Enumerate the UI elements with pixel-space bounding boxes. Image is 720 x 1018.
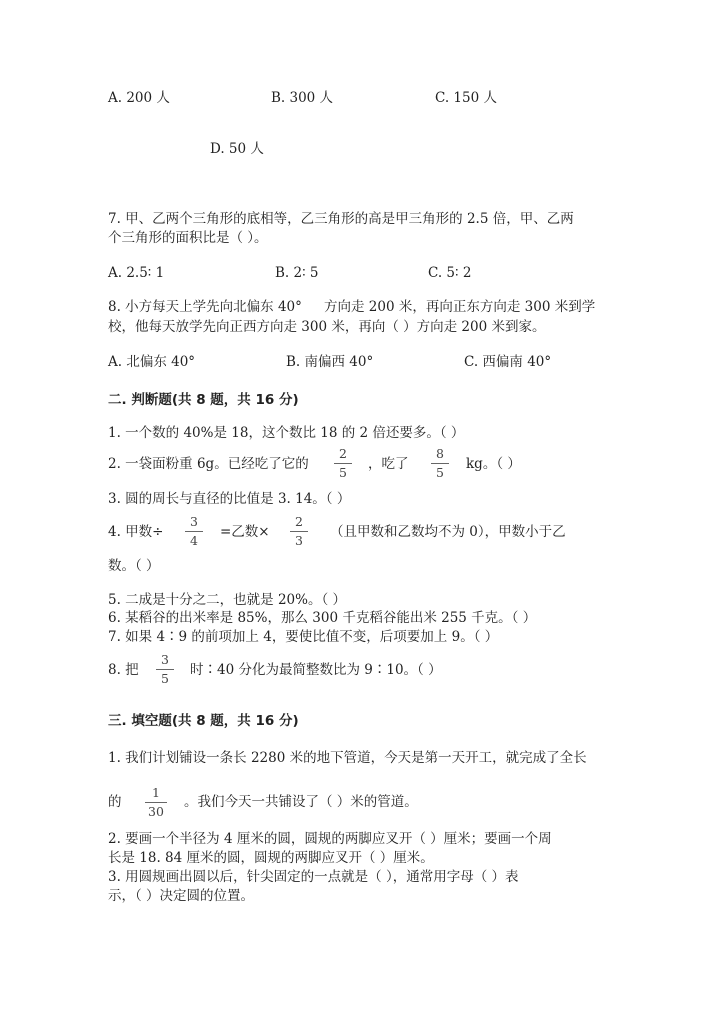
q6-option-d: D. 50 人 (210, 141, 264, 157)
q8-option-a: A. 北偏东 40° (108, 354, 196, 370)
fraction-denominator: 5 (436, 465, 444, 480)
fill-1-fraction (144, 786, 168, 819)
section3-title: 三. 填空题(共 8 题，共 16 分) (108, 713, 299, 729)
fraction-numerator: 2 (339, 446, 347, 461)
judge-2-text-b: ，吃了 (368, 456, 409, 472)
fraction-denominator: 30 (148, 804, 164, 819)
judge-8-text-a: 8. 把 (108, 662, 139, 678)
q8-option-b: B. 南偏西 40° (286, 354, 374, 370)
judge-6: 6. 某稻谷的出米率是 85%，那么 300 千克稻谷能出米 255 千克。（ ） (108, 610, 537, 626)
fraction-bar (290, 531, 308, 532)
q6-option-c: C. 150 人 (435, 90, 497, 106)
judge-4-fraction-2 (289, 515, 309, 548)
fraction-denominator: 3 (295, 533, 303, 548)
q7-text-line2: 个三角形的面积比是（ ）。 (108, 230, 268, 246)
q7-text-line1: 7. 甲、乙两个三角形的底相等，乙三角形的高是甲三角形的 2.5 倍，甲、乙两 (108, 211, 574, 227)
judge-1: 1. 一个数的 40%是 18，这个数比 18 的 2 倍还要多。（ ） (108, 425, 465, 441)
fraction-numerator: 2 (295, 514, 303, 529)
judge-3: 3. 圆的周长与直径的比值是 3. 14。（ ） (108, 491, 351, 507)
q7-option-b: B. 2∶ 5 (275, 265, 319, 281)
fraction-bar (334, 463, 352, 464)
fraction-bar (145, 802, 167, 803)
q8-text-line2: 校，他每天放学先向正西方向走 300 米，再向（ ）方向走 200 米到家。 (108, 319, 546, 335)
fill-3-line1: 3. 用圆规画出圆以后，针尖固定的一点就是（ ），通常用字母（ ）表 (108, 869, 519, 885)
fraction-numerator: 3 (190, 514, 198, 529)
judge-2-fraction-1 (333, 447, 353, 480)
q6-option-b: B. 300 人 (271, 90, 334, 106)
fraction-bar (156, 669, 174, 670)
judge-4-text-b: =乙数× (220, 524, 270, 540)
judge-4-fraction-1 (184, 515, 204, 548)
section2-title: 二. 判断题(共 8 题，共 16 分) (108, 392, 299, 408)
q6-option-a: A. 200 人 (108, 90, 170, 106)
judge-4-text-d: 数。（ ） (108, 558, 160, 574)
judge-4-text-a: 4. 甲数÷ (108, 524, 164, 540)
q7-option-a: A. 2.5∶ 1 (108, 265, 165, 281)
judge-2-fraction-2 (430, 447, 450, 480)
fill-2-line2: 长是 18. 84 厘米的圆，圆规的两脚应叉开（ ）厘米。 (108, 850, 434, 866)
q8-text-line1a: 8. 小方每天上学先向北偏东 40° (108, 299, 302, 315)
fill-1-text-b: 。我们今天一共铺设了（ ）米的管道。 (184, 794, 418, 810)
fill-1-line1: 1. 我们计划铺设一条长 2280 米的地下管道，今天是第一天开工，就完成了全长 (108, 750, 587, 766)
judge-5: 5. 二成是十分之二，也就是 20%。（ ） (108, 592, 347, 608)
judge-7: 7. 如果 4∶9 的前项加上 4，要使比值不变，后项要加上 9。（ ） (108, 629, 499, 645)
fill-1-text-a: 的 (108, 794, 122, 810)
fraction-denominator: 5 (161, 671, 169, 686)
fraction-bar (185, 531, 203, 532)
judge-2-text-c: kg。（ ） (466, 456, 521, 472)
fill-3-line2: 示，（ ）决定圆的位置。 (108, 888, 255, 904)
judge-4-text-c: （且甲数和乙数均不为 0），甲数小于乙 (330, 524, 566, 540)
fraction-numerator: 3 (161, 652, 169, 667)
judge-2-text-a: 2. 一袋面粉重 6g。已经吃了它的 (108, 456, 309, 472)
fraction-numerator: 1 (152, 785, 160, 800)
q7-option-c: C. 5∶ 2 (428, 265, 472, 281)
judge-8-fraction (155, 653, 175, 686)
fill-2-line1: 2. 要画一个半径为 4 厘米的圆，圆规的两脚应叉开（ ）厘米；要画一个周 (108, 831, 552, 847)
fraction-denominator: 5 (339, 465, 347, 480)
q8-text-line1b: 方向走 200 米，再向正东方向走 300 米到学 (324, 299, 596, 315)
judge-8-text-b: 时∶40 分化为最简整数比为 9∶10。（ ） (190, 662, 442, 678)
fraction-numerator: 8 (436, 446, 444, 461)
fraction-bar (431, 463, 449, 464)
fraction-denominator: 4 (190, 533, 198, 548)
q8-option-c: C. 西偏南 40° (464, 354, 552, 370)
